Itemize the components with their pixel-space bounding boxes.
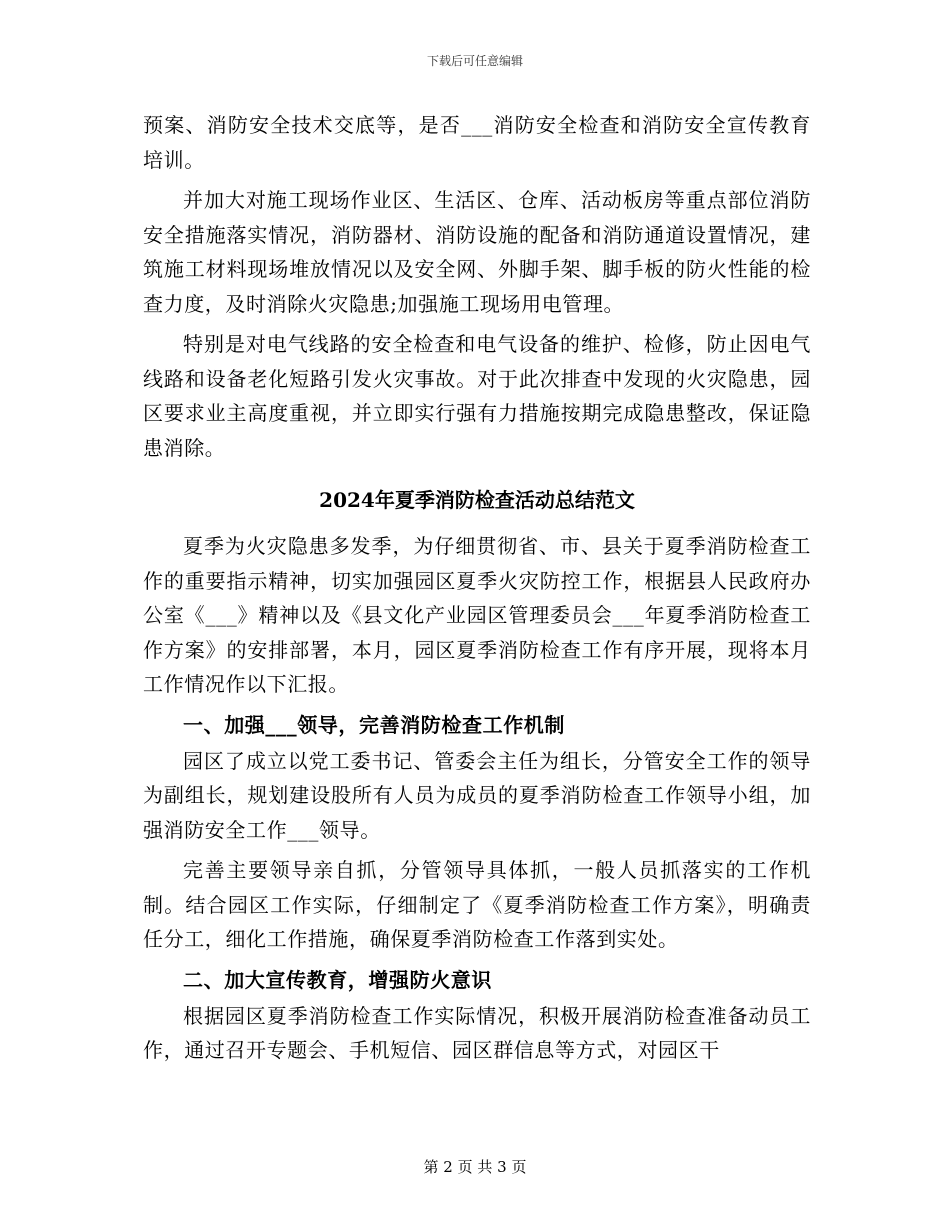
paragraph: 并加大对施工现场作业区、生活区、仓库、活动板房等重点部位消防安全措施落实情况，消防器材、消防设施的配备和消防通道设置情况，建筑施工材料现场堆放情况以及安全网、外脚手架、脚手板的防火性能的检查力度，及时消除火灾隐患;加强施工现场用电管理。	[143, 188, 811, 316]
paragraph: 完善主要领导亲自抓，分管领导具体抓，一般人员抓落实的工作机制。结合园区工作实际，仔细制定了《夏季消防检查工作方案》，明确责任分工，细化工作措施，确保夏季消防检查工作落到实处。	[143, 858, 811, 951]
paragraph: 特别是对电气线路的安全检查和电气设备的维护、检修，防止因电气线路和设备老化短路引发火灾事故。对于此次排查中发现的火灾隐患，园区要求业主高度重视，并立即实行强有力措施按期完成隐患整改，保证隐患消除。	[143, 332, 811, 460]
paragraph-continuation: 预案、消防安全技术交底等，是否___消防安全检查和消防安全宣传教育培训。	[143, 113, 811, 172]
page-header: 下载后可任意编辑	[426, 54, 523, 68]
document-body	[143, 108, 811, 1074]
page-footer: 第 2 页 共 3 页	[423, 1158, 527, 1176]
document-title: 2024年夏季消防检查活动总结范文	[319, 488, 635, 512]
section-heading-1: 一、加强___领导，完善消防检查工作机制	[183, 712, 565, 737]
section-heading-2: 二、加大宣传教育，增强防火意识	[183, 967, 492, 992]
paragraph: 根据园区夏季消防检查工作实际情况，积极开展消防检查准备动员工作，通过召开专题会、手机短信、园区群信息等方式，对园区干	[143, 1003, 811, 1062]
intro-paragraph: 夏季为火灾隐患多发季，为仔细贯彻省、市、县关于夏季消防检查工作的重要指示精神，切实加强园区夏季火灾防控工作，根据县人民政府办公室《___》精神以及《县文化产业园区管理委员会___年夏季消防检查工作方案》的安排部署，本月，园区夏季消防检查工作有序开展，现将本月工作情况作以下汇报。	[143, 534, 811, 696]
paragraph: 园区了成立以党工委书记、管委会主任为组长，分管安全工作的领导为副组长，规划建设股所有人员为成员的夏季消防检查工作领导小组，加强消防安全工作___领导。	[143, 748, 811, 842]
